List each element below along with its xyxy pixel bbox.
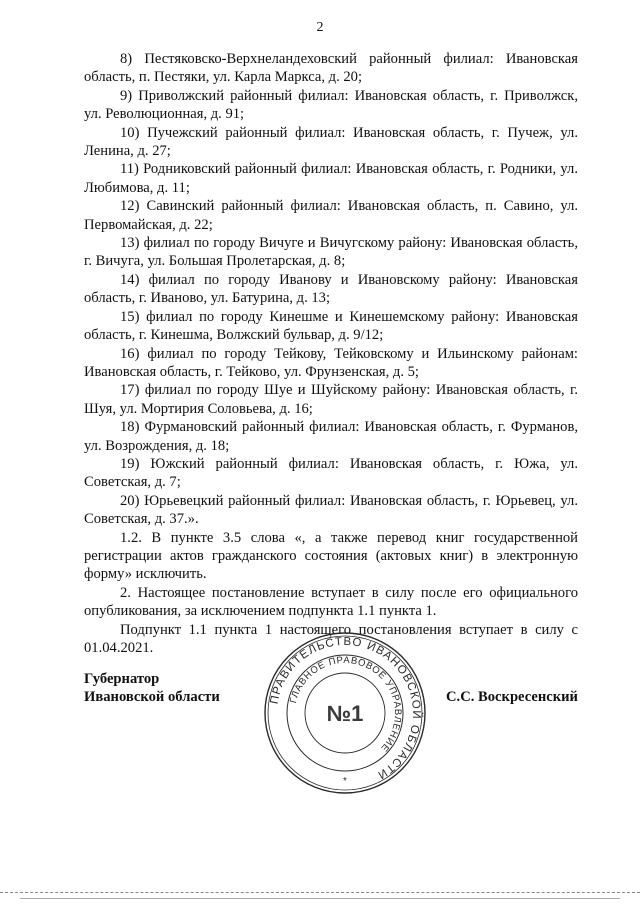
signatory-title-line1: Губернатор [84, 671, 160, 687]
paragraph-11: 11) Родниковский районный филиал: Ивановская область, г. Родники, ул. Любимова, д. 11; [84, 161, 578, 196]
paragraph-16: 16) филиал по городу Тейкову, Тейковскому и Ильинскому районам: Ивановская область, г. Тейково, ул. Фрунзенская, д. 5; [84, 345, 578, 380]
paragraph-18: 18) Фурмановский районный филиал: Ивановская область, г. Фурманов, ул. Возрождения, д. 18; [84, 419, 578, 454]
signatory-name: С.С. Воскресенский [446, 689, 578, 705]
paragraph-17: 17) филиал по городу Шуе и Шуйскому району: Ивановская область, г. Шуя, ул. Мортирия Соловьева, д. 16; [84, 382, 578, 417]
paragraph-effective-date: Подпункт 1.1 пункта 1 настоящего постановления вступает в силу с 01.04.2021. [84, 621, 578, 656]
paragraph-9: 9) Приволжский районный филиал: Ивановская область, г. Приволжск, ул. Революционная, д. 91; [84, 87, 578, 123]
paragraph-13: 13) филиал по городу Вичуге и Вичугскому району: Ивановская область, г. Вичуга, ул. Большая Пролетарская, д. 8; [84, 235, 578, 270]
paragraph-15: 15) филиал по городу Кинешме и Кинешемскому району: Ивановская область, г. Кинешма, Волжский бульвар, д. 9/12; [84, 308, 578, 344]
seal-graphic [262, 630, 428, 796]
signatory-title [84, 670, 220, 707]
page-number: 2 [316, 20, 324, 35]
paragraph-19: 19) Южский районный филиал: Ивановская область, г. Южа, ул. Советская, д. 7; [84, 455, 578, 491]
official-seal [262, 630, 428, 796]
paragraph-20: 20) Юрьевецкий районный филиал: Ивановская область, г. Юрьевец, ул. Советская, д. 37.». [84, 492, 578, 528]
seal-star: * [343, 776, 347, 787]
paragraph-10: 10) Пучежский районный филиал: Ивановская область, г. Пучеж, ул. Ленина, д. 27; [84, 124, 578, 160]
seal-center-number: №1 [326, 701, 364, 726]
seal-inner-textpath: ГЛАВНОЕ ПРАВОВОЕ УПРАВЛЕНИЕ [288, 654, 404, 754]
seal-outer-textpath: ПРАВИТЕЛЬСТВО ИВАНОВСКОЙ ОБЛАСТИ [268, 635, 423, 782]
signatory-title-line2: Ивановской области [84, 689, 220, 706]
scan-edge-line-lower [20, 898, 620, 899]
paragraph-12: 12) Савинский районный филиал: Ивановская область, п. Савино, ул. Первомайская, д. 22; [84, 198, 578, 233]
paragraph-2: 2. Настоящее постановление вступает в силу после его официального опубликования, за исключением подпункта 1.1 пункта 1. [84, 584, 578, 620]
document-body [84, 50, 578, 657]
paragraph-14: 14) филиал по городу Иванову и Ивановскому району: Ивановская область, г. Иваново, ул. Батурина, д. 13; [84, 271, 578, 307]
scan-edge-line [0, 892, 640, 893]
paragraph-1-2: 1.2. В пункте 3.5 слова «, а также перевод книг государственной регистрации актов гражданского состояния (актовых книг) в электронную форму» исключить. [84, 529, 578, 583]
paragraph-8: 8) Пестяковско-Верхнеландеховский районный филиал: Ивановская область, п. Пестяки, ул. Карла Маркса, д. 20; [84, 51, 578, 86]
